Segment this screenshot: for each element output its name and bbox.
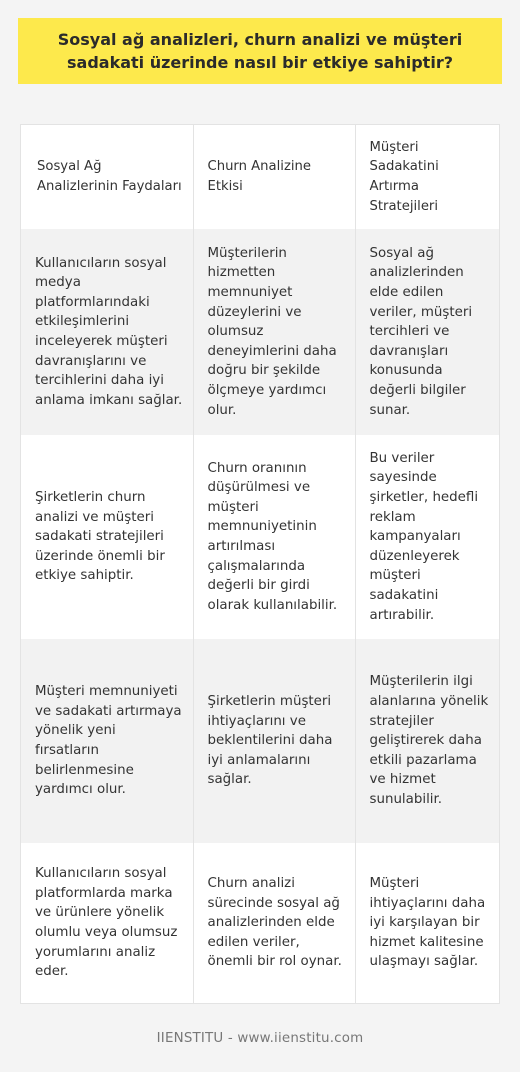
table-cell: Müşterilerin hizmetten memnuniyet düzeylerini ve olumsuz deneyimlerini daha doğru bir şekilde ölçmeye yardımcı olur. (193, 229, 355, 435)
table-row (21, 435, 499, 639)
page-title: Sosyal ağ analizleri, churn analizi ve müşteri sadakati üzerinde nasıl bir etkiye sahiptir? (57, 30, 463, 72)
table-cell: Şirketlerin churn analizi ve müşteri sadakati stratejileri üzerinde önemli bir etkiye sahiptir. (21, 435, 193, 639)
table-cell: Bu veriler sayesinde şirketler, hedefli reklam kampanyaları düzenleyerek müşteri sadakatini artırabilir. (369, 450, 479, 623)
comparison-table (20, 124, 500, 1004)
table-cell: Churn analizi sürecinde sosyal ağ analizlerinden elde edilen veriler, önemli bir rol oynar. (193, 843, 355, 1003)
table-cell: Şirketlerin müşteri ihtiyaçlarını ve beklentilerini daha iyi anlamalarını sağlar. (193, 639, 355, 843)
table-header-row (21, 125, 499, 229)
table-cell: Kullanıcıların sosyal medya platformlarındaki etkileşimlerini inceleyerek müşteri davranışlarını ve tercihlerini daha iyi anlama imkanı sağlar. (21, 229, 193, 435)
footer-credit: IIENSTITU - www.iienstitu.com (156, 1031, 364, 1046)
column-header: Sosyal Ağ Analizlerinin Faydaları (21, 125, 193, 229)
table-cell: Sosyal ağ analizlerinden elde edilen veriler, müşteri tercihleri ve davranışları konusunda değerli bilgiler sunar. (355, 229, 499, 435)
table-cell: Kullanıcıların sosyal platformlarda marka ve ürünlere yönelik olumlu veya olumsuz yorumlarını analiz eder. (21, 843, 193, 1003)
table-row (21, 639, 499, 843)
table-cell: Müşterilerin ilgi alanlarına yönelik stratejiler geliştirerek daha etkili pazarlama ve hizmet sunulabilir. (355, 639, 499, 843)
table-cell: Müşteri memnuniyeti ve sadakati artırmaya yönelik yeni fırsatların belirlenmesine yardımcı olur. (21, 639, 193, 843)
title-banner (18, 18, 502, 84)
table-row (21, 843, 499, 1003)
table-cell: Churn oranının düşürülmesi ve müşteri memnuniyetinin artırılması çalışmalarında değerli bir girdi olarak kullanılabilir. (193, 435, 355, 639)
column-header: Müşteri Sadakatini Artırma Stratejileri (369, 139, 439, 214)
table-cell: Müşteri ihtiyaçlarını daha iyi karşılayan bir hizmet kalitesine ulaşmayı sağlar. (369, 876, 486, 970)
table-row (21, 229, 499, 435)
column-header: Churn Analizine Etkisi (193, 125, 355, 229)
